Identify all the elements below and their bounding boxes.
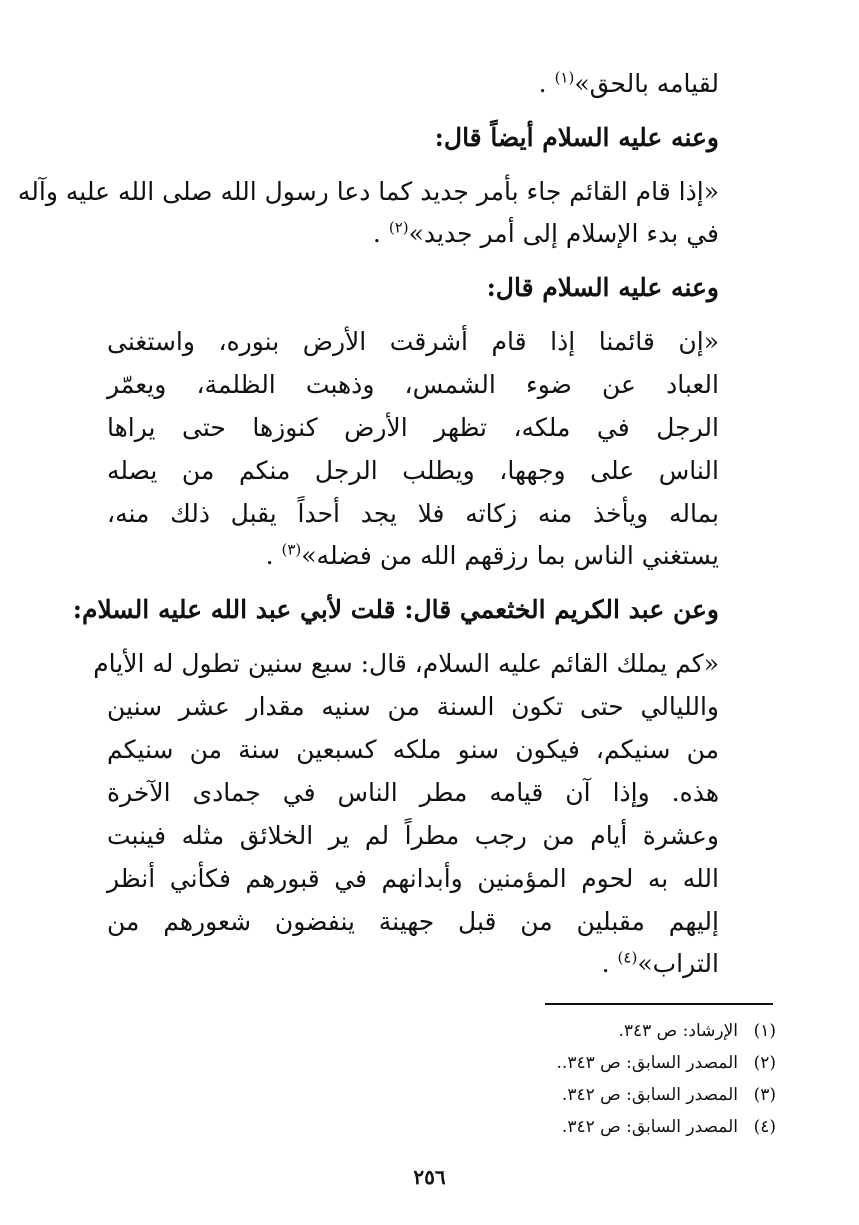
footnote-ref-2: (٢) [388,218,409,237]
quote-c-line-4: هذه. وإذا آن قيامه مطر الناس في جمادى الآخرة [107,778,719,807]
quote-c-line-8 [107,946,719,982]
footnote-text: الإرشاد: ص ٣٤٣. [618,1021,738,1041]
footnote-divider [545,1003,773,1005]
continuation-line [539,66,719,102]
narration-lead-2: وعنه عليه السلام قال: [486,273,719,302]
footnote-4 [562,1114,776,1140]
page-number: ٢٥٦ [413,1165,446,1189]
footnote-number: (٤) [753,1117,776,1137]
quote-b-line-5: بماله ويأخذ منه زكاته فلا يجد أحداً يقبل ذلك منه، [107,499,719,528]
footnote-text: المصدر السابق: ص ٣٤٢. [561,1117,738,1137]
quote-c-line-5: وعشرة أيام من رجب مطراً لم ير الخلائق مثله فينبت [107,821,719,850]
footnote-3 [562,1082,776,1108]
footnote-ref-3: (٣) [281,540,302,559]
quote-b-line-4: الناس على وجهها، ويطلب الرجل منكم من يصله [107,456,719,485]
quote-b-line-6-text: يستغني الناس بما رزقهم الله من فضله» [301,541,719,570]
footnote-text: المصدر السابق: ص ٣٤٢. [561,1085,738,1105]
quote-a-line-2 [107,216,719,252]
footnote-ref-4: (٤) [617,948,638,967]
quote-c-line-7: إليهم مقبلين من قبل جهينة ينفضون شعورهم من [107,907,719,936]
quote-c-line-3: من سنيكم، فيكون سنو ملكه كسبعين سنة من سنيكم [107,735,719,764]
period: . [601,949,610,978]
narration-lead-3: وعن عبد الكريم الخثعمي قال: قلت لأبي عبد الله عليه السلام: [72,595,719,624]
period: . [538,69,547,98]
narration-lead-1: وعنه عليه السلام أيضاً قال: [434,123,719,152]
period: . [372,219,381,248]
footnote-number: (٢) [753,1053,776,1073]
quote-a-line-1: «إذا قام القائم جاء بأمر جديد كما دعا رسول الله صلى الله عليه وآله [17,177,719,206]
quote-a-line-2-text: في بدء الإسلام إلى أمر جديد» [408,219,719,248]
continuation-text: لقيامه بالحق» [574,69,719,98]
footnote-number: (٣) [753,1085,776,1105]
quote-b-line-1: «إن قائمنا إذا قام أشرقت الأرض بنوره، واستغنى [107,327,719,356]
quote-b-line-2: العباد عن ضوء الشمس، وذهبت الظلمة، ويعمّر [107,370,719,399]
footnote-ref-1: (١) [554,68,575,87]
footnote-1 [618,1018,776,1044]
quote-c-line-8-text: التراب» [637,949,719,978]
footnote-number: (١) [753,1021,776,1041]
quote-b-line-6 [107,538,719,574]
footnote-2 [557,1050,776,1076]
footnote-text: المصدر السابق: ص ٣٤٣.. [556,1053,738,1073]
quote-c-line-6: الله به لحوم المؤمنين وأبدانهم في قبورهم فكأني أنظر [107,864,719,893]
quote-b-line-3: الرجل في ملكه، تظهر الأرض كنوزها حتى يراها [107,413,719,442]
period: . [265,541,274,570]
quote-c-line-2: والليالي حتى تكون السنة من سنيه مقدار عشر سنين [107,692,719,721]
quote-c-line-1: «كم يملك القائم عليه السلام، قال: سبع سنين تطول له الأيام [93,649,719,678]
